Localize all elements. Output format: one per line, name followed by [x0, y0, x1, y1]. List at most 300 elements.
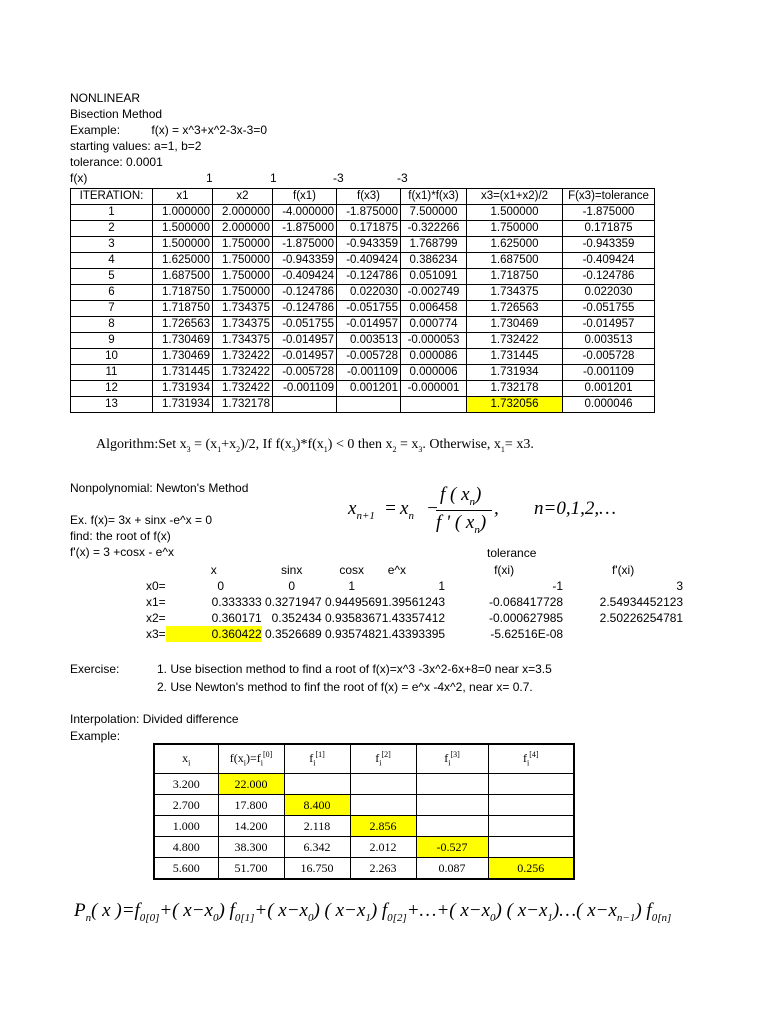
- cell: -1.875000: [563, 205, 655, 221]
- table-row: [71, 205, 655, 221]
- newton-derivative: f'(x) = 3 +cosx - e^x: [70, 545, 174, 559]
- cell: 0.360171: [211, 611, 262, 625]
- cell: [350, 795, 416, 816]
- cell: 0.000774: [401, 317, 467, 333]
- poly-sub: 0[1]: [234, 911, 255, 924]
- dd-header-row: [154, 744, 574, 774]
- cell: [273, 397, 337, 413]
- cell: 0.333333: [211, 595, 262, 609]
- starting-values: starting values: a=1, b=2: [70, 139, 202, 153]
- cell: 1.731445: [153, 365, 213, 381]
- cell: 1.732178: [213, 397, 273, 413]
- cell: 0.000046: [563, 397, 655, 413]
- cell: [70, 562, 166, 578]
- cell: -0.005728: [563, 349, 655, 365]
- cell: 12: [71, 381, 153, 397]
- cell: 1.731934: [153, 397, 213, 413]
- cell: 51.700: [218, 858, 284, 880]
- cell: 1.732422: [467, 333, 563, 349]
- cell: 1.718750: [153, 301, 213, 317]
- col-f1: [284, 744, 350, 774]
- col-f2: [350, 744, 416, 774]
- cell: 2.263: [350, 858, 416, 880]
- formula-text: ): [475, 484, 482, 505]
- algo-text: = x: [396, 437, 419, 452]
- hdr-sub: i: [243, 758, 246, 768]
- formula-numerator: [440, 484, 481, 508]
- cell: 13: [71, 397, 153, 413]
- poly-sub: 0[2]: [387, 911, 407, 924]
- cell: -0.409424: [563, 253, 655, 269]
- cell: -0.005728: [337, 349, 401, 365]
- cell: -0.005728: [273, 365, 337, 381]
- formula-sub: n: [408, 509, 414, 522]
- cell: 1.718750: [153, 285, 213, 301]
- table-row: [70, 578, 683, 594]
- cell: 0.000006: [401, 365, 467, 381]
- formula-sub: n+1: [356, 509, 375, 522]
- table-row: [71, 333, 655, 349]
- cell: -0.000627985: [489, 611, 564, 625]
- hdr-sub: i: [188, 758, 191, 768]
- col-f4: [488, 744, 574, 774]
- interp-title: Interpolation: Divided difference: [70, 712, 239, 726]
- formula-x: [400, 498, 414, 522]
- poly-text: ) f: [218, 900, 235, 921]
- cell: 1.734375: [213, 301, 273, 317]
- cell: 1.730469: [467, 317, 563, 333]
- cell: 1.734375: [467, 285, 563, 301]
- table-row: [71, 237, 655, 253]
- algo-sub: 1: [323, 444, 328, 454]
- cell: -0.014957: [273, 333, 337, 349]
- formula-text: f ' ( x: [436, 512, 475, 533]
- cell: [416, 795, 488, 816]
- cell: 0.001201: [563, 381, 655, 397]
- table-row: [154, 774, 574, 795]
- algo-sub: 2: [236, 444, 241, 454]
- fraction-bar: [436, 510, 492, 511]
- hdr-sup: [1]: [315, 750, 325, 760]
- col-tolerance: F(x3)=tolerance: [563, 189, 655, 205]
- newton-tolerance-label: tolerance: [487, 546, 537, 560]
- fx-label: f(x): [70, 171, 88, 185]
- cell: 2.700: [154, 795, 218, 816]
- cell: 1.734375: [213, 317, 273, 333]
- formula-text: x: [400, 498, 409, 519]
- cell: 1.000000: [153, 205, 213, 221]
- cell: [416, 774, 488, 795]
- hdr-text: )=f: [245, 751, 261, 766]
- cell: 1.732422: [213, 349, 273, 365]
- cell: 1: [71, 205, 153, 221]
- poly-sub: 1: [547, 911, 553, 924]
- hdr-sub: i: [313, 758, 316, 768]
- cell: -4.000000: [273, 205, 337, 221]
- col-sinx: sinx: [281, 563, 303, 577]
- cell: -0.001109: [337, 365, 401, 381]
- cell: -0.014957: [337, 317, 401, 333]
- poly-sub: 1: [365, 911, 371, 924]
- cell: 0.051091: [401, 269, 467, 285]
- cell: -1.875000: [273, 221, 337, 237]
- cell: 3: [71, 237, 153, 253]
- poly-text: ) ( x−x: [495, 900, 548, 921]
- table-row: [154, 858, 574, 880]
- col-f3: [416, 744, 488, 774]
- cell: 14.200: [218, 816, 284, 837]
- table-row: [71, 381, 655, 397]
- example-label: Example:: [70, 123, 121, 137]
- cell: 1.730469: [153, 333, 213, 349]
- col-product: f(x1)*f(x3): [401, 189, 467, 205]
- cell: -0.002749: [401, 285, 467, 301]
- cell: 1.43393395: [381, 627, 446, 641]
- cell: 0.171875: [563, 221, 655, 237]
- algo-sub: 3: [291, 444, 296, 454]
- exercise-label: Exercise:: [70, 662, 120, 676]
- hdr-sub: i: [260, 758, 263, 768]
- hdr-text: f(x: [229, 751, 244, 766]
- cell: -0.943359: [337, 237, 401, 253]
- cell: -0.124786: [273, 285, 337, 301]
- heading-bisection: Bisection Method: [70, 107, 163, 121]
- cell: 1.734375: [213, 333, 273, 349]
- table-row: [70, 594, 683, 610]
- cell: 0.022030: [337, 285, 401, 301]
- col-fxi: f(xi): [494, 563, 515, 577]
- table-row: [71, 397, 655, 413]
- formula-text: f ( x: [440, 484, 470, 505]
- interp-example: Example:: [70, 729, 121, 743]
- row-label: x2=: [146, 611, 166, 625]
- hdr-text: x: [182, 750, 189, 765]
- poly-text: ) f: [635, 900, 652, 921]
- cell: 0.9357482: [324, 627, 382, 641]
- cell: 0: [288, 579, 296, 593]
- cell: 2.000000: [213, 221, 273, 237]
- algo-text: )/2, If f(x: [240, 437, 292, 452]
- cell: [488, 837, 574, 858]
- cell: 5: [71, 269, 153, 285]
- poly-sub: 0[n]: [651, 911, 672, 924]
- cell: 1.750000: [467, 221, 563, 237]
- cell: -1: [552, 579, 564, 593]
- cell: 0.171875: [337, 221, 401, 237]
- cell: 1.750000: [213, 269, 273, 285]
- col-ex: e^x: [387, 563, 406, 577]
- cell: 9: [71, 333, 153, 349]
- cell: [563, 626, 683, 642]
- cell: 1.687500: [467, 253, 563, 269]
- cell: [401, 397, 467, 413]
- cell: -0.124786: [337, 269, 401, 285]
- formula-text: ): [479, 512, 487, 533]
- cell: 0.001201: [337, 381, 401, 397]
- cell: 2.54934452123: [599, 595, 684, 609]
- formula-sub: n: [469, 495, 476, 508]
- cell: 7.500000: [401, 205, 467, 221]
- algorithm-line: [96, 437, 534, 454]
- poly-sub: 0: [490, 911, 496, 924]
- hdr-sup: [4]: [529, 750, 539, 760]
- col-iteration: ITERATION:: [71, 189, 153, 205]
- cell: 8: [71, 317, 153, 333]
- cell: -0.051755: [563, 301, 655, 317]
- table-row: [71, 301, 655, 317]
- cell: -0.124786: [563, 269, 655, 285]
- cell: 1.625000: [153, 253, 213, 269]
- exercise-item-2: 2. Use Newton's method to finf the root of f(x) = e^x -4x^2, near x= 0.7.: [157, 680, 533, 694]
- cell: 0.3526689: [264, 627, 322, 641]
- divided-difference-table: [153, 743, 575, 880]
- cell: 1.625000: [467, 237, 563, 253]
- algo-sub: 2: [392, 444, 397, 454]
- formula-equals: =: [384, 498, 397, 519]
- formula-minus: −: [426, 498, 439, 519]
- table-row: [71, 349, 655, 365]
- hdr-text: f: [309, 751, 314, 766]
- coeff-1: 1: [206, 171, 213, 185]
- root-highlight-cell: 1.732056: [467, 397, 563, 413]
- poly-sub: n: [85, 911, 92, 924]
- row-label: x1=: [146, 595, 166, 609]
- cell: [416, 816, 488, 837]
- newton-table: [70, 562, 683, 642]
- formula-comma: ,: [494, 498, 499, 519]
- cell: 1.768799: [401, 237, 467, 253]
- cell: 2.50226254781: [599, 611, 684, 625]
- table-row: [71, 221, 655, 237]
- cell: -0.322266: [401, 221, 467, 237]
- cell: 5.600: [154, 858, 218, 880]
- formula-denominator: [436, 512, 486, 536]
- cell: -5.62516E-08: [490, 627, 564, 641]
- cell: 0.003513: [337, 333, 401, 349]
- hdr-sub: i: [526, 758, 530, 768]
- poly-text: +( x−x: [159, 900, 213, 921]
- cell: 1.39561243: [381, 595, 446, 609]
- cell: 0.386234: [401, 253, 467, 269]
- cell: 1.732422: [213, 381, 273, 397]
- hdr-sub: i: [448, 758, 451, 768]
- hdr-text: f: [522, 751, 527, 766]
- col-cosx: cosx: [339, 563, 365, 577]
- col-fx3: f(x3): [337, 189, 401, 205]
- tolerance-line: tolerance: 0.0001: [70, 155, 163, 169]
- highlight-cell: 0.256: [488, 858, 574, 880]
- coeff-2: 1: [270, 171, 277, 185]
- col-x1: x1: [153, 189, 213, 205]
- cell: 3.200: [154, 774, 218, 795]
- cell: 16.750: [284, 858, 350, 880]
- algo-text: = x3.: [504, 437, 534, 452]
- cell: 0.003513: [563, 333, 655, 349]
- cell: -0.943359: [563, 237, 655, 253]
- cell: 0.9449569: [324, 595, 382, 609]
- cell: 7: [71, 301, 153, 317]
- cell: 1.732178: [467, 381, 563, 397]
- cell: 1.750000: [213, 253, 273, 269]
- cell: -0.051755: [273, 317, 337, 333]
- cell: 3: [676, 579, 684, 593]
- table-row: [71, 253, 655, 269]
- cell: 0.352434: [271, 611, 322, 625]
- formula-lhs: [348, 498, 375, 522]
- algo-text: Algorithm:Set x: [96, 437, 187, 452]
- bisection-table: [70, 188, 655, 413]
- cell: [337, 397, 401, 413]
- cell: -0.014957: [273, 349, 337, 365]
- newton-title: Nonpolynomial: Newton's Method: [70, 481, 249, 495]
- algo-text: = (x: [190, 437, 218, 452]
- cell: 2.012: [350, 837, 416, 858]
- exercise-item-1: 1. Use bisection method to find a root of f(x)=x^3 -3x^2-6x+8=0 near x=3.5: [157, 662, 552, 676]
- cell: 17.800: [218, 795, 284, 816]
- cell: -0.409424: [337, 253, 401, 269]
- example-function: f(x) = x^3+x^2-3x-3=0: [151, 123, 268, 137]
- cell: 10: [71, 349, 153, 365]
- example-line: [70, 122, 267, 138]
- cell: -0.014957: [563, 317, 655, 333]
- coeff-3: -3: [333, 171, 344, 185]
- cell: [488, 795, 574, 816]
- cell: 1.732422: [213, 365, 273, 381]
- highlight-cell: 8.400: [284, 795, 350, 816]
- cell: -1.875000: [337, 205, 401, 221]
- cell: 1: [438, 579, 446, 593]
- table-row: [154, 816, 574, 837]
- heading-nonlinear: NONLINEAR: [70, 91, 141, 105]
- poly-text: )…( x−x: [552, 900, 617, 921]
- col-x: x: [210, 563, 217, 577]
- cell: 1.731934: [153, 381, 213, 397]
- cell: 0.000086: [401, 349, 467, 365]
- cell: 2.000000: [213, 205, 273, 221]
- algo-sub: 1: [500, 444, 505, 454]
- cell: -1.875000: [273, 237, 337, 253]
- hdr-sup: [2]: [381, 750, 391, 760]
- cell: -0.051755: [337, 301, 401, 317]
- col-x2: x2: [213, 189, 273, 205]
- coeff-4: -3: [397, 171, 408, 185]
- cell: 4: [71, 253, 153, 269]
- poly-text: +…+( x−x: [406, 900, 491, 921]
- root-highlight-cell: 0.360422: [166, 626, 262, 642]
- newton-polynomial: [74, 900, 671, 924]
- cell: 1.718750: [467, 269, 563, 285]
- formula-text: x: [348, 498, 357, 519]
- hdr-sup: [3]: [450, 750, 460, 760]
- cell: -0.000053: [401, 333, 467, 349]
- col-fx1: f(x1): [273, 189, 337, 205]
- poly-text: P: [74, 900, 86, 921]
- algo-sub: 1: [217, 444, 222, 454]
- row-label: x0=: [146, 579, 166, 593]
- algo-sub: 3: [418, 444, 423, 454]
- cell: 1.500000: [153, 221, 213, 237]
- formula-range: n=0,1,2,…: [534, 498, 616, 519]
- bisection-header-row: [71, 189, 655, 205]
- newton-example: Ex. f(x)= 3x + sinx -e^x = 0: [70, 513, 213, 527]
- cell: -0.943359: [273, 253, 337, 269]
- cell: 0.9358367: [324, 611, 382, 625]
- cell: -0.409424: [273, 269, 337, 285]
- algo-text: )*f(x: [295, 437, 324, 452]
- poly-text: +( x−x: [254, 900, 308, 921]
- cell: [488, 774, 574, 795]
- cell: 2.118: [284, 816, 350, 837]
- newton-header-row: [70, 562, 683, 578]
- cell: 0.006458: [401, 301, 467, 317]
- cell: -0.001109: [563, 365, 655, 381]
- col-x3: x3=(x1+x2)/2: [467, 189, 563, 205]
- cell: 6.342: [284, 837, 350, 858]
- highlight-cell: 2.856: [350, 816, 416, 837]
- table-row: [154, 795, 574, 816]
- cell: 1.000: [154, 816, 218, 837]
- cell: 11: [71, 365, 153, 381]
- table-row: [70, 626, 683, 642]
- formula-sub: n: [474, 523, 480, 536]
- algo-text: +x: [221, 437, 237, 452]
- poly-text: ) f: [370, 900, 388, 921]
- cell: 6: [71, 285, 153, 301]
- hdr-sub: i: [379, 758, 382, 768]
- table-row: [71, 269, 655, 285]
- hdr-text: f: [444, 751, 449, 766]
- hdr-sup: [0]: [262, 750, 273, 760]
- highlight-cell: -0.527: [416, 837, 488, 858]
- table-row: [71, 285, 655, 301]
- cell: 1.750000: [213, 237, 273, 253]
- cell: 4.800: [154, 837, 218, 858]
- poly-sub: 0: [307, 911, 314, 924]
- cell: 1.726563: [467, 301, 563, 317]
- table-row: [70, 610, 683, 626]
- cell: -0.124786: [273, 301, 337, 317]
- highlight-cell: 22.000: [218, 774, 284, 795]
- cell: [284, 774, 350, 795]
- cell: 1.500000: [467, 205, 563, 221]
- col-fxi: [218, 744, 284, 774]
- poly-text: ) ( x−x: [313, 900, 366, 921]
- cell: 1.731445: [467, 349, 563, 365]
- cell: -0.001109: [273, 381, 337, 397]
- newton-find: find: the root of f(x): [70, 529, 171, 543]
- cell: 1: [348, 579, 356, 593]
- cell: 38.300: [218, 837, 284, 858]
- cell: 1.726563: [153, 317, 213, 333]
- col-fpxi: f'(xi): [611, 563, 635, 577]
- row-label: x3=: [146, 627, 166, 641]
- table-row: [71, 365, 655, 381]
- cell: [488, 816, 574, 837]
- hdr-text: f: [375, 751, 380, 766]
- cell: 1.750000: [213, 285, 273, 301]
- algo-text: . Otherwise, x: [422, 437, 501, 452]
- cell: -0.000001: [401, 381, 467, 397]
- table-row: [71, 317, 655, 333]
- cell: 1.43357412: [381, 611, 446, 625]
- algo-sub: 3: [186, 444, 191, 454]
- poly-text: ( x )=f: [91, 900, 140, 921]
- cell: 1.500000: [153, 237, 213, 253]
- cell: 0: [217, 579, 225, 593]
- cell: [350, 774, 416, 795]
- cell: -0.068417728: [489, 595, 564, 609]
- poly-sub: n−1: [616, 911, 636, 924]
